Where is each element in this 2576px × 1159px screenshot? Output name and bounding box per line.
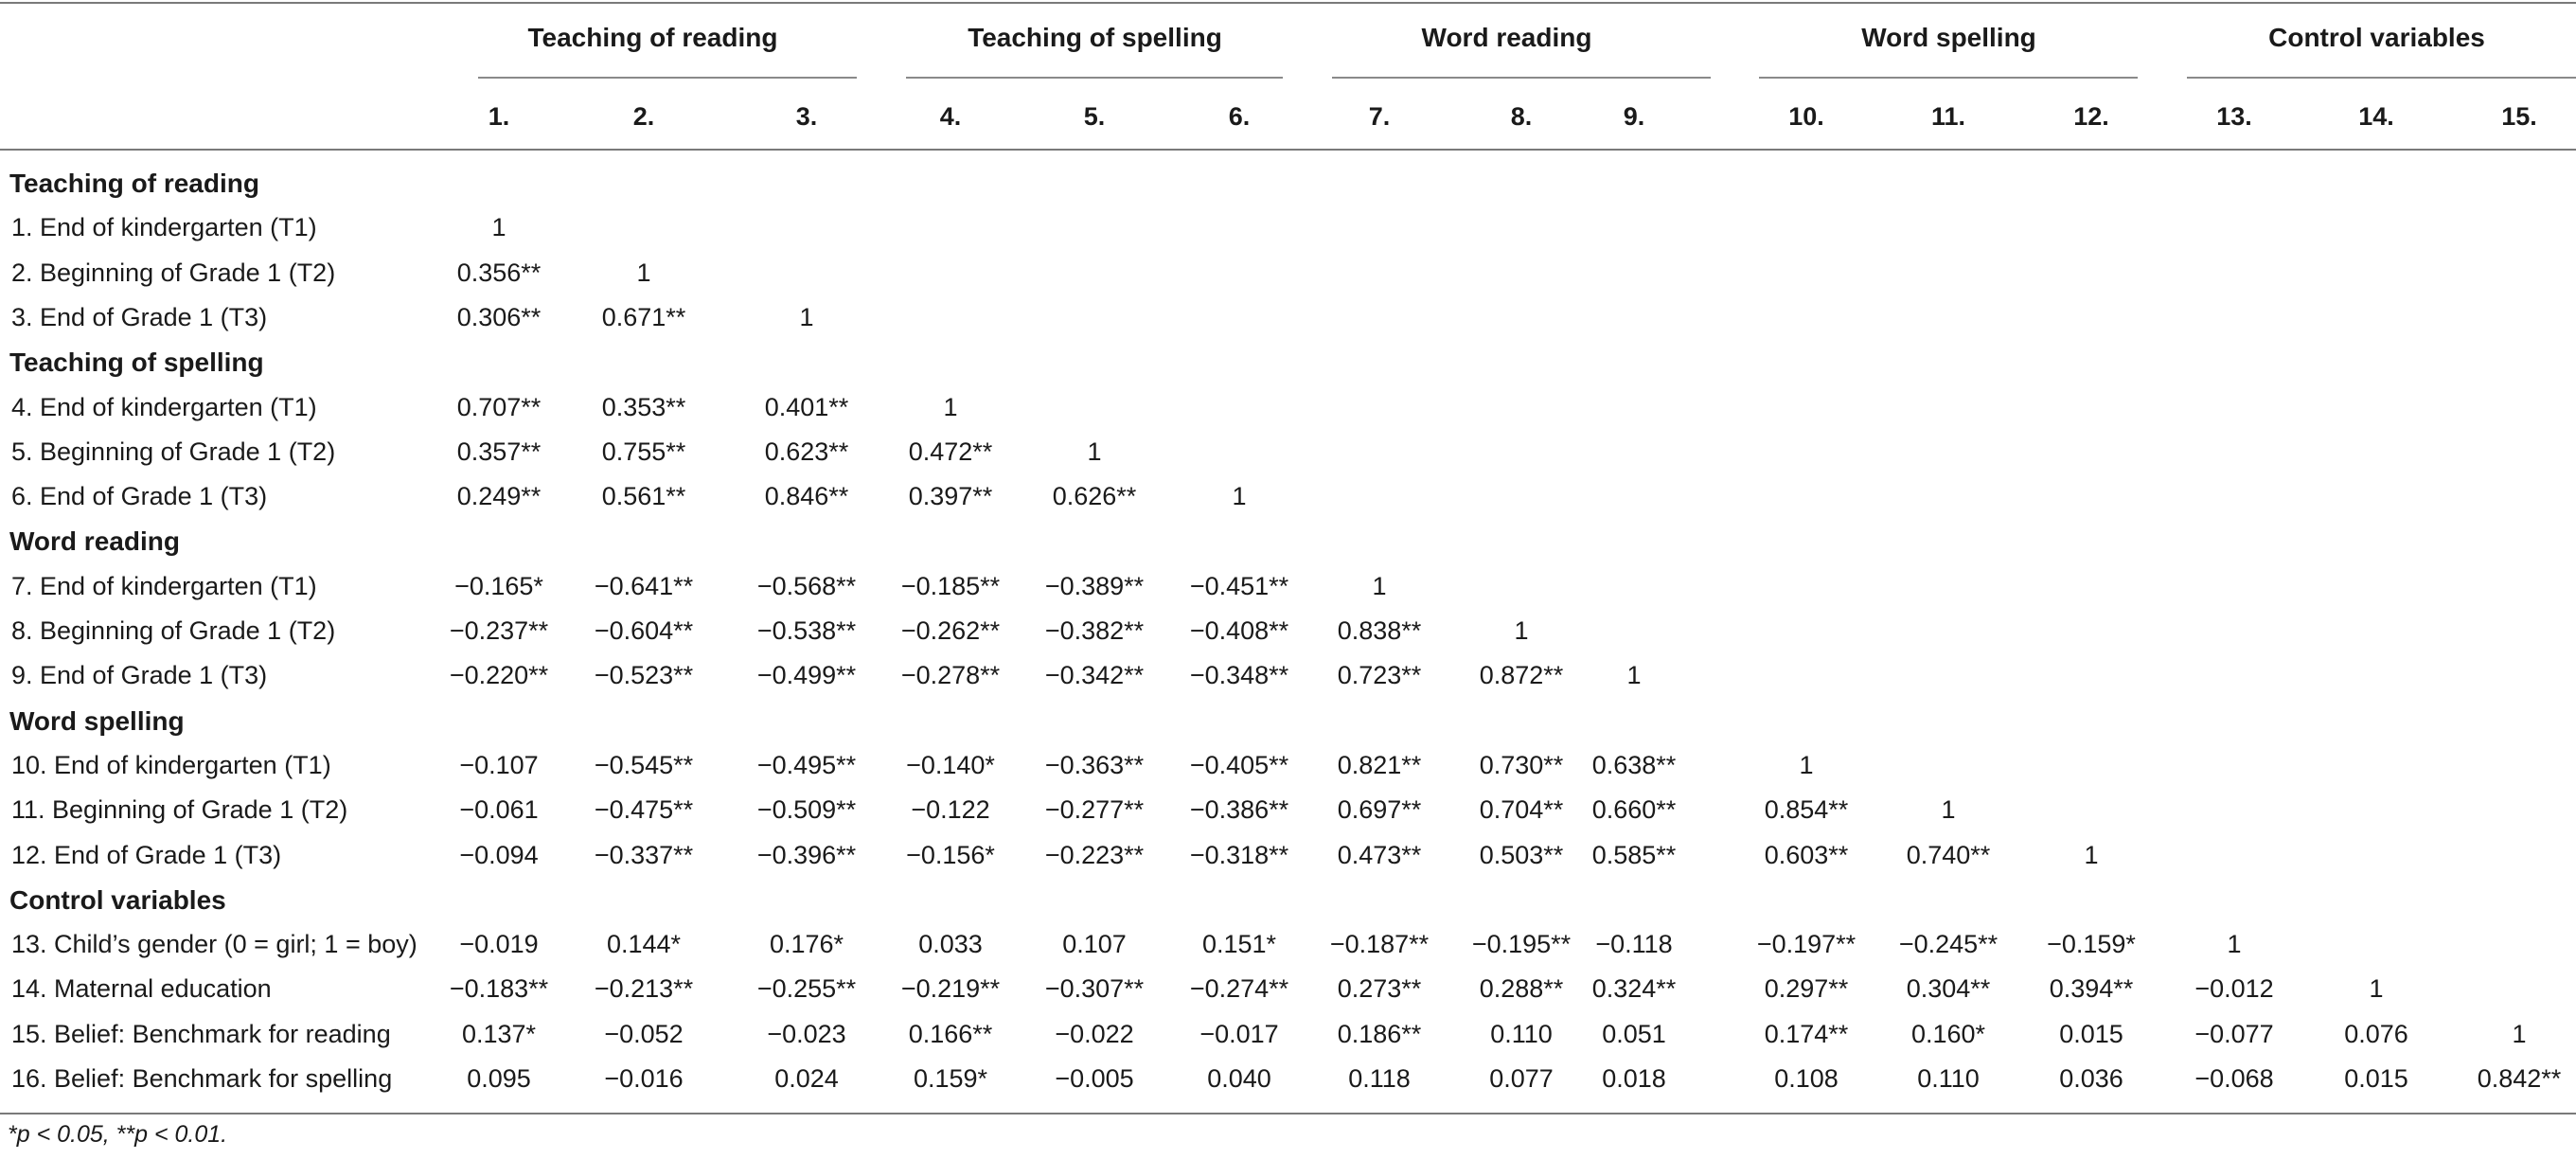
table-cell: −0.023 (767, 1019, 846, 1048)
table-cell: 0.723** (1337, 661, 1422, 690)
table-cell: 0.472** (908, 437, 993, 466)
top-rule (0, 2, 2576, 4)
table-cell: 0.503** (1479, 840, 1564, 869)
table-cell: 1 (491, 213, 506, 242)
table-cell: 0.821** (1337, 750, 1422, 779)
table-cell: 0.671** (601, 302, 686, 331)
table-row (0, 474, 2576, 519)
table-row (0, 295, 2576, 340)
table-cell: 0.324** (1591, 974, 1677, 1004)
table-cell: 0.151* (1201, 930, 1277, 959)
table-cell: 0.755** (601, 437, 686, 466)
row-label: 8. Beginning of Grade 1 (T2) (11, 616, 336, 645)
column-number: 10. (1788, 102, 1824, 131)
table-cell: −0.195** (1471, 930, 1572, 959)
row-label: 4. End of kindergarten (T1) (11, 392, 317, 421)
column-number: 15. (2501, 102, 2537, 131)
table-cell: 0.704** (1479, 795, 1564, 825)
table-cell: −0.159* (2047, 930, 2136, 959)
table-cell: −0.318** (1189, 840, 1289, 869)
table-cell: −0.255** (756, 974, 857, 1004)
header-bottom-rule (0, 149, 2576, 151)
table-cell: −0.495** (756, 750, 857, 779)
table-cell: −0.405** (1189, 750, 1289, 779)
table-cell: −0.245** (1898, 930, 1999, 959)
table-cell: 0.854** (1764, 795, 1849, 825)
table-row (0, 205, 2576, 250)
table-cell: 0.249** (456, 482, 542, 511)
table-cell: 0.186** (1337, 1019, 1422, 1048)
table-row (0, 1012, 2576, 1057)
table-cell: −0.052 (604, 1019, 684, 1048)
table-cell: 1 (1941, 795, 1956, 825)
table-cell: 1 (799, 302, 814, 331)
footnote: *p < 0.05, **p < 0.01. (8, 1121, 228, 1148)
table-cell: 0.077 (1489, 1064, 1554, 1093)
table-cell: −0.140* (906, 750, 995, 779)
column-number: 8. (1510, 102, 1533, 131)
table-cell: 1 (943, 392, 958, 421)
row-label: 5. Beginning of Grade 1 (T2) (11, 437, 336, 466)
table-cell: 0.842** (2477, 1064, 2562, 1093)
row-label: 7. End of kindergarten (T1) (11, 571, 317, 600)
table-cell: −0.509** (756, 795, 857, 825)
table-cell: 1 (1626, 661, 1642, 690)
table-cell: 1 (2512, 1019, 2527, 1048)
table-cell: 0.473** (1337, 840, 1422, 869)
table-cell: 0.160* (1910, 1019, 1986, 1048)
table-cell: −0.604** (594, 616, 694, 645)
table-cell: 0.697** (1337, 795, 1422, 825)
table-cell: −0.475** (594, 795, 694, 825)
table-cell: 0.144* (606, 930, 682, 959)
table-row (0, 833, 2576, 878)
table-cell: 1 (1514, 616, 1529, 645)
section-row (0, 878, 2576, 922)
column-number: 12. (2073, 102, 2109, 131)
table-cell: −0.213** (594, 974, 694, 1004)
table-cell: −0.277** (1044, 795, 1145, 825)
table-cell: 1 (1372, 571, 1387, 600)
group-header: Word reading (1421, 23, 1592, 52)
table-cell: −0.307** (1044, 974, 1145, 1004)
table-cell: −0.068 (2194, 1064, 2274, 1093)
group-underline (2187, 77, 2576, 79)
table-cell: 0.137* (461, 1019, 537, 1048)
table-cell: −0.348** (1189, 661, 1289, 690)
table-cell: 0.018 (1602, 1064, 1666, 1093)
bottom-rule (0, 1113, 2576, 1114)
row-label: 15. Belief: Benchmark for reading (11, 1019, 391, 1048)
table-row (0, 1057, 2576, 1101)
table-cell: 0.174** (1764, 1019, 1849, 1048)
table-cell: −0.389** (1044, 571, 1145, 600)
table-cell: −0.641** (594, 571, 694, 600)
group-underline (1759, 77, 2138, 79)
table-row (0, 743, 2576, 788)
row-label: 6. End of Grade 1 (T3) (11, 482, 268, 511)
table-cell: −0.107 (459, 750, 539, 779)
row-label: 12. End of Grade 1 (T3) (11, 840, 282, 869)
group-underline (478, 77, 857, 79)
table-row (0, 788, 2576, 832)
table-cell: 0.740** (1906, 840, 1991, 869)
table-cell: 0.033 (918, 930, 983, 959)
table-cell: −0.278** (900, 661, 1001, 690)
table-cell: 0.095 (467, 1064, 531, 1093)
column-number: 9. (1623, 102, 1645, 131)
table-cell: 0.585** (1591, 840, 1677, 869)
table-row (0, 430, 2576, 474)
table-cell: 0.353** (601, 392, 686, 421)
table-cell: −0.005 (1055, 1064, 1134, 1093)
table-cell: −0.223** (1044, 840, 1145, 869)
table-cell: 1 (2227, 930, 2242, 959)
table-cell: −0.451** (1189, 571, 1289, 600)
column-number: 1. (488, 102, 510, 131)
table-row (0, 922, 2576, 967)
table-cell: 1 (2084, 840, 2099, 869)
table-cell: 0.707** (456, 392, 542, 421)
table-cell: 0.394** (2049, 974, 2134, 1004)
section-title: Teaching of reading (9, 169, 259, 198)
table-cell: −0.274** (1189, 974, 1289, 1004)
group-header: Control variables (2268, 23, 2485, 52)
table-cell: 0.730** (1479, 750, 1564, 779)
table-cell: −0.342** (1044, 661, 1145, 690)
table-cell: −0.183** (449, 974, 549, 1004)
table-cell: 0.159* (913, 1064, 988, 1093)
table-cell: 0.660** (1591, 795, 1677, 825)
table-cell: −0.568** (756, 571, 857, 600)
table-cell: 0.623** (764, 437, 849, 466)
table-cell: 1 (2369, 974, 2384, 1004)
table-cell: −0.185** (900, 571, 1001, 600)
table-cell: 1 (1087, 437, 1102, 466)
table-cell: 0.297** (1764, 974, 1849, 1004)
table-cell: −0.197** (1756, 930, 1856, 959)
table-cell: −0.165* (454, 571, 543, 600)
table-cell: −0.094 (459, 840, 539, 869)
table-cell: −0.386** (1189, 795, 1289, 825)
group-underline (906, 77, 1283, 79)
table-cell: 0.872** (1479, 661, 1564, 690)
table-cell: 0.051 (1602, 1019, 1666, 1048)
table-cell: 0.288** (1479, 974, 1564, 1004)
section-title: Control variables (9, 884, 226, 915)
table-cell: 0.561** (601, 482, 686, 511)
table-cell: 0.306** (456, 302, 542, 331)
row-label: 1. End of kindergarten (T1) (11, 213, 317, 242)
table-row (0, 251, 2576, 295)
table-cell: 0.176* (769, 930, 844, 959)
table-cell: 0.357** (456, 437, 542, 466)
table-cell: −0.061 (459, 795, 539, 825)
table-cell: −0.156* (906, 840, 995, 869)
table-cell: −0.538** (756, 616, 857, 645)
table-row (0, 653, 2576, 698)
table-cell: 0.401** (764, 392, 849, 421)
table-cell: −0.077 (2194, 1019, 2274, 1048)
section-row (0, 699, 2576, 743)
table-row (0, 967, 2576, 1011)
table-cell: −0.523** (594, 661, 694, 690)
table-cell: 0.015 (2059, 1019, 2123, 1048)
table-cell: −0.382** (1044, 616, 1145, 645)
table-cell: 0.638** (1591, 750, 1677, 779)
table-cell: 1 (1799, 750, 1814, 779)
column-number: 5. (1083, 102, 1106, 131)
table-cell: 0.110 (1490, 1019, 1553, 1048)
section-title: Word spelling (9, 705, 185, 736)
table-row (0, 609, 2576, 653)
table-cell: 1 (1232, 482, 1247, 511)
table-cell: −0.237** (449, 616, 549, 645)
row-label: 11. Beginning of Grade 1 (T2) (11, 795, 348, 825)
row-label: 3. End of Grade 1 (T3) (11, 302, 268, 331)
column-number: 2. (632, 102, 655, 131)
table-cell: 0.273** (1337, 974, 1422, 1004)
table-cell: 0.036 (2059, 1064, 2123, 1093)
table-cell: −0.022 (1055, 1019, 1134, 1048)
column-number: 3. (795, 102, 818, 131)
row-label: 13. Child’s gender (0 = girl; 1 = boy) (11, 930, 417, 959)
row-label: 2. Beginning of Grade 1 (T2) (11, 258, 336, 287)
table-cell: −0.220** (449, 661, 549, 690)
section-title: Word reading (9, 526, 180, 557)
table-cell: 0.166** (908, 1019, 993, 1048)
section-row (0, 340, 2576, 384)
column-number: 14. (2358, 102, 2394, 131)
table-cell: 0.846** (764, 482, 849, 511)
table-cell: 0.304** (1906, 974, 1991, 1004)
row-label: 16. Belief: Benchmark for spelling (11, 1064, 393, 1093)
table-cell: 0.076 (2344, 1019, 2408, 1048)
table-cell: 0.356** (456, 258, 542, 287)
table-cell: 0.108 (1774, 1064, 1839, 1093)
column-number: 7. (1368, 102, 1391, 131)
table-cell: −0.118 (1595, 930, 1673, 959)
table-cell: −0.017 (1199, 1019, 1279, 1048)
table-cell: −0.016 (604, 1064, 684, 1093)
table-cell: 0.015 (2344, 1064, 2408, 1093)
table-cell: −0.187** (1329, 930, 1430, 959)
table-cell: −0.545** (594, 750, 694, 779)
row-label: 10. End of kindergarten (T1) (11, 750, 331, 779)
section-row (0, 519, 2576, 563)
table-row (0, 564, 2576, 609)
table-cell: −0.396** (756, 840, 857, 869)
table-cell: 0.603** (1764, 840, 1849, 869)
table-cell: −0.122 (911, 795, 990, 825)
table-cell: 0.397** (908, 482, 993, 511)
section-title: Teaching of spelling (9, 348, 264, 378)
table-cell: −0.219** (900, 974, 1001, 1004)
group-header: Word spelling (1861, 23, 2036, 52)
table-cell: −0.262** (900, 616, 1001, 645)
table-cell: −0.499** (756, 661, 857, 690)
group-underline (1332, 77, 1711, 79)
table-cell: 0.040 (1207, 1064, 1271, 1093)
table-cell: 0.024 (774, 1064, 839, 1093)
table-cell: −0.012 (2194, 974, 2274, 1004)
table-cell: 0.626** (1052, 482, 1137, 511)
table-cell: 0.107 (1062, 930, 1127, 959)
table-cell: −0.337** (594, 840, 694, 869)
column-number: 6. (1228, 102, 1251, 131)
column-number: 4. (939, 102, 962, 131)
table-cell: −0.363** (1044, 750, 1145, 779)
table-cell: 0.838** (1337, 616, 1422, 645)
table-row (0, 385, 2576, 430)
table-cell: −0.019 (459, 930, 539, 959)
section-row (0, 161, 2576, 205)
table-cell: −0.408** (1189, 616, 1289, 645)
group-header: Teaching of reading (527, 23, 778, 52)
column-number: 11. (1930, 102, 1966, 131)
table-cell: 0.110 (1917, 1064, 1980, 1093)
group-header: Teaching of spelling (968, 23, 1222, 52)
column-number: 13. (2216, 102, 2252, 131)
row-label: 9. End of Grade 1 (T3) (11, 661, 268, 690)
table-cell: 0.118 (1348, 1064, 1411, 1093)
table-cell: 1 (636, 258, 651, 287)
row-label: 14. Maternal education (11, 974, 272, 1004)
